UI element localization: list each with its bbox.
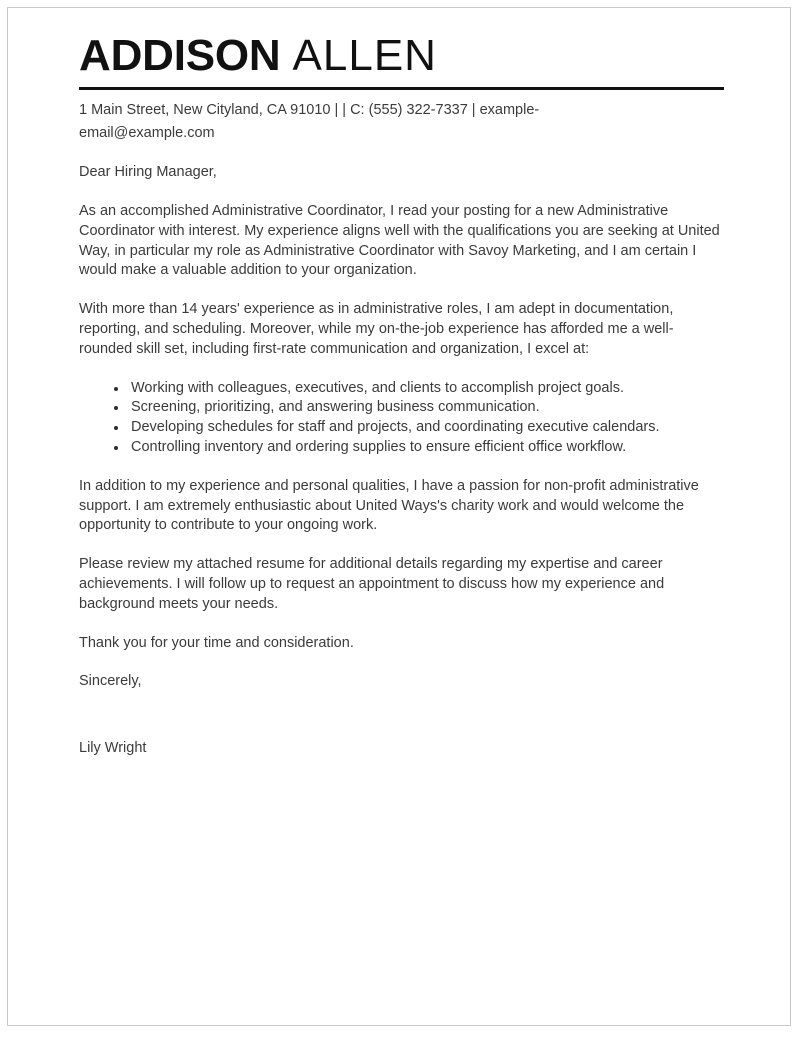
letterhead-name <box>79 31 724 83</box>
signature-name: Lily Wright <box>79 740 147 757</box>
closing-line: Sincerely, <box>79 673 142 690</box>
body-paragraph-2: With more than 14 years' experience as in administrative roles, I am adept in documentation, reporting, and scheduling. Moreover, while my on-the-job experience has afforded me a well-rounded skill set, including first-rate communication and organization, I excel at: <box>79 301 674 357</box>
first-name: ADDISON <box>79 31 281 80</box>
list-item: Developing schedules for staff and projects, and coordinating executive calendars. <box>113 418 724 438</box>
list-item: Screening, prioritizing, and answering business communication. <box>113 398 724 418</box>
body-paragraph-1: As an accomplished Administrative Coordinator, I read your posting for a new Administrative Coordinator with interest. My experience aligns well with the qualifications you are seeking at United Way, in particular my role as Administrative Coordinator with Savoy Marketing, and I am certain I would make a valuable addition to your organization. <box>79 203 720 279</box>
list-item: Controlling inventory and ordering supplies to ensure efficient office workflow. <box>113 438 724 458</box>
thank-you-line: Thank you for your time and consideration. <box>79 634 354 651</box>
body-paragraph-3: In addition to my experience and personal qualities, I have a passion for non-profit administrative support. I am extremely enthusiastic about United Ways's charity work and would welcome the opportunity to contribute to your ongoing work. <box>79 477 699 534</box>
list-item: Working with colleagues, executives, and clients to accomplish project goals. <box>113 379 724 399</box>
document-content <box>79 31 724 759</box>
salutation: Dear Hiring Manager, <box>79 164 217 180</box>
document-page <box>7 7 791 1026</box>
body-paragraph-4: Please review my attached resume for additional details regarding my expertise and career achievements. I will follow up to request an appointment to discuss how my experience and background meets your needs. <box>79 556 665 612</box>
signature-space <box>79 711 724 739</box>
skills-bullet-list <box>79 379 724 458</box>
letterhead-divider <box>79 87 724 90</box>
contact-info-line: 1 Main Street, New Cityland, CA 91010 | | C: (555) 322-7337 | example-email@example.com <box>79 102 540 141</box>
last-name: ALLEN <box>292 31 437 80</box>
